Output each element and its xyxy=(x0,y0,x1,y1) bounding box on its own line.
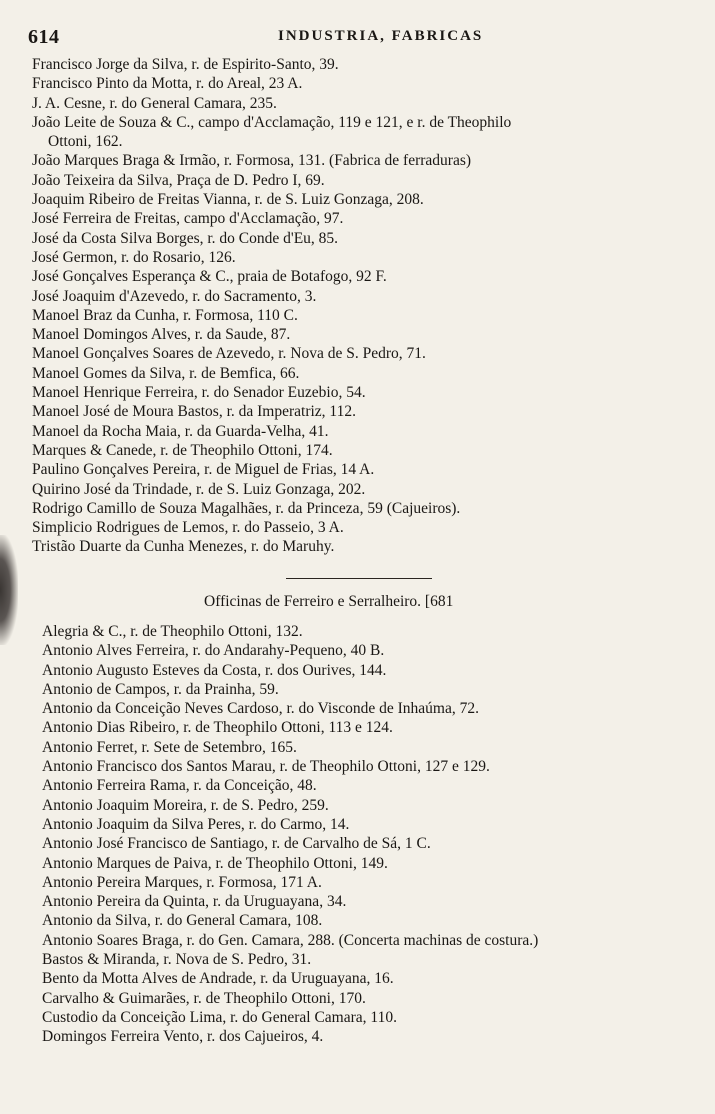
list-item: Antonio da Silva, r. do General Camara, 108. xyxy=(42,912,323,930)
list-item: João Leite de Souza & C., campo d'Acclamação, 119 e 121, e r. de Theophilo xyxy=(32,113,512,131)
list-item: Manoel Gomes da Silva, r. de Bemfica, 66. xyxy=(32,364,300,382)
list-item: Alegria & C., r. de Theophilo Ottoni, 132. xyxy=(42,623,303,640)
list-item: José Ferreira de Freitas, campo d'Acclamação, 97. xyxy=(32,210,344,228)
list-item: Antonio Joaquim Moreira, r. de S. Pedro, 259. xyxy=(42,796,329,814)
list-item: Bento da Motta Alves de Andrade, r. da Uruguayana, 16. xyxy=(42,970,394,988)
list-item: Antonio Alves Ferreira, r. do Andarahy-Pequeno, 40 B. xyxy=(42,642,385,660)
list-item: José Joaquim d'Azevedo, r. do Sacramento, 3. xyxy=(32,287,317,305)
running-head: INDUSTRIA, FABRICAS xyxy=(278,28,484,44)
list-item: J. A. Cesne, r. do General Camara, 235. xyxy=(32,94,277,112)
list-item: José da Costa Silva Borges, r. do Conde d'Eu, 85. xyxy=(32,229,339,247)
list-item: Antonio Soares Braga, r. do Gen. Camara, 288. (Concerta machinas de costura.) xyxy=(42,931,539,949)
list-item: Manoel da Rocha Maia, r. da Guarda-Velha, 41. xyxy=(32,422,329,440)
entry-list-ferreiros xyxy=(0,622,715,1047)
page-header xyxy=(28,26,708,50)
list-item-continuation: Ottoni, 162. xyxy=(48,133,123,151)
list-item: Antonio da Conceição Neves Cardoso, r. do Visconde de Inhaúma, 72. xyxy=(42,700,479,718)
list-item: Antonio José Francisco de Santiago, r. de Carvalho de Sá, 1 C. xyxy=(42,835,431,853)
list-item: Bastos & Miranda, r. Nova de S. Pedro, 31. xyxy=(42,951,312,969)
list-item: Manoel Henrique Ferreira, r. do Senador Euzebio, 54. xyxy=(32,384,366,402)
list-item: Antonio Augusto Esteves da Costa, r. dos Ourives, 144. xyxy=(42,661,387,679)
entry-list-fabricas xyxy=(0,55,715,557)
list-item: Manoel Gonçalves Soares de Azevedo, r. Nova de S. Pedro, 71. xyxy=(32,345,426,363)
list-item: Domingos Ferreira Vento, r. dos Cajueiros, 4. xyxy=(42,1028,324,1046)
list-item: Antonio Francisco dos Santos Marau, r. de Theophilo Ottoni, 127 e 129. xyxy=(42,758,490,776)
list-item: Custodio da Conceição Lima, r. do General Camara, 110. xyxy=(42,1008,397,1026)
list-item: Manoel Domingos Alves, r. da Saude, 87. xyxy=(32,326,291,344)
list-item: Antonio Pereira da Quinta, r. da Uruguayana, 34. xyxy=(42,893,347,911)
list-item: Tristão Duarte da Cunha Menezes, r. do Maruhy. xyxy=(32,538,335,556)
list-item: Rodrigo Camillo de Souza Magalhães, r. da Princeza, 59 (Cajueiros). xyxy=(32,499,461,517)
list-item: Manoel José de Moura Bastos, r. da Imperatriz, 112. xyxy=(32,403,356,421)
list-item: Francisco Jorge da Silva, r. de Espirito-Santo, 39. xyxy=(32,56,339,73)
list-item: Manoel Braz da Cunha, r. Formosa, 110 C. xyxy=(32,306,298,324)
list-item: João Teixeira da Silva, Praça de D. Pedro I, 69. xyxy=(32,171,325,189)
section-divider xyxy=(286,578,432,579)
list-item: João Marques Braga & Irmão, r. Formosa, 131. (Fabrica de ferraduras) xyxy=(32,152,472,170)
list-item: Antonio Pereira Marques, r. Formosa, 171 A. xyxy=(42,873,322,891)
list-item: Antonio Ferreira Rama, r. da Conceição, 48. xyxy=(42,777,317,795)
list-item: Joaquim Ribeiro de Freitas Vianna, r. de S. Luiz Gonzaga, 208. xyxy=(32,191,424,209)
list-item: Carvalho & Guimarães, r. de Theophilo Ottoni, 170. xyxy=(42,989,366,1007)
list-item: Simplicio Rodrigues de Lemos, r. do Passeio, 3 A. xyxy=(32,519,344,537)
page-number: 614 xyxy=(28,26,60,48)
section-heading: Officinas de Ferreiro e Serralheiro. [681 xyxy=(204,593,454,610)
list-item: Antonio Ferret, r. Sete de Setembro, 165. xyxy=(42,738,297,756)
list-item: Quirino José da Trindade, r. de S. Luiz Gonzaga, 202. xyxy=(32,480,366,498)
list-item: Marques & Canede, r. de Theophilo Ottoni, 174. xyxy=(32,441,333,459)
list-item: Francisco Pinto da Motta, r. do Areal, 23 A. xyxy=(32,75,303,93)
list-item: Antonio Joaquim da Silva Peres, r. do Carmo, 14. xyxy=(42,815,350,833)
list-item: José Gonçalves Esperança & C., praia de Botafogo, 92 F. xyxy=(32,268,387,286)
list-item: Paulino Gonçalves Pereira, r. de Miguel de Frias, 14 A. xyxy=(32,461,375,479)
list-item: Antonio Dias Ribeiro, r. de Theophilo Ottoni, 113 e 124. xyxy=(42,719,393,737)
list-item: Antonio Marques de Paiva, r. de Theophilo Ottoni, 149. xyxy=(42,854,388,872)
list-item: José Germon, r. do Rosario, 126. xyxy=(32,248,236,266)
list-item: Antonio de Campos, r. da Prainha, 59. xyxy=(42,680,279,698)
